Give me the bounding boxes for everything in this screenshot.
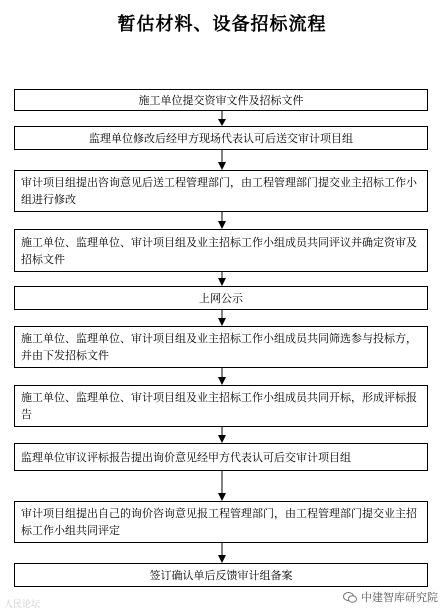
flow-step-10 xyxy=(14,563,428,587)
flow-step-5-text: 上网公示 xyxy=(199,291,243,305)
flow-step-8-text: 监理单位审议评标报告提出询价意见经甲方代表认可后交审计项目组 xyxy=(21,450,351,464)
flow-step-1 xyxy=(14,89,428,111)
watermark-right xyxy=(343,589,438,605)
flow-arrow-5 xyxy=(218,310,226,326)
watermark-left: 人民论坛 xyxy=(4,600,41,610)
flow-step-9-text: 审计项目组提出自己的询价咨询意见报工程管理部门，由工程管理部门提交业主招标工作小组共同评定 xyxy=(21,507,417,537)
flow-step-7-text: 施工单位、监理单位、审计项目组及业主招标工作小组成员共同开标，形成评标报告 xyxy=(21,391,417,421)
flow-step-2 xyxy=(14,126,428,150)
flow-step-5 xyxy=(14,286,428,310)
watermark-right-text: 中建智库研究院 xyxy=(361,591,438,604)
page-title: 暂估材料、设备招标流程 xyxy=(117,14,327,35)
flow-arrow-6 xyxy=(218,368,226,385)
flow-step-10-text: 签订确认单后反馈审计组备案 xyxy=(149,568,293,582)
flow-arrow-2 xyxy=(218,150,226,170)
flow-step-6-text: 施工单位、监理单位、审计项目组及业主招标工作小组成员共同筛选参与投标方，并由下发招标文件 xyxy=(21,332,417,362)
flow-step-8 xyxy=(14,443,428,471)
flow-arrow-8 xyxy=(218,471,226,501)
flow-step-2-text: 监理单位修改后经甲方现场代表认可后送交审计项目组 xyxy=(89,131,353,145)
flow-arrow-3 xyxy=(218,212,226,229)
flow-step-4-text: 施工单位、监理单位、审计项目组及业主招标工作小组成员共同评议并确定资审及招标文件 xyxy=(21,235,417,266)
flow-arrow-7 xyxy=(218,427,226,443)
flow-step-7 xyxy=(14,385,428,427)
flow-arrow-1 xyxy=(218,111,226,126)
flow-step-1-text: 施工单位提交资审文件及招标文件 xyxy=(138,93,304,107)
flow-step-9 xyxy=(14,501,428,543)
flow-step-3 xyxy=(14,170,428,212)
wechat-icon xyxy=(343,592,357,603)
flow-arrow-4 xyxy=(218,272,226,286)
flow-step-3-text: 审计项目组提出咨询意见后送工程管理部门，由工程管理部门提交业主招标工作小组进行修改 xyxy=(21,176,417,206)
flow-step-6 xyxy=(14,326,428,368)
flow-step-4 xyxy=(14,229,428,272)
flow-arrow-9 xyxy=(218,543,226,563)
